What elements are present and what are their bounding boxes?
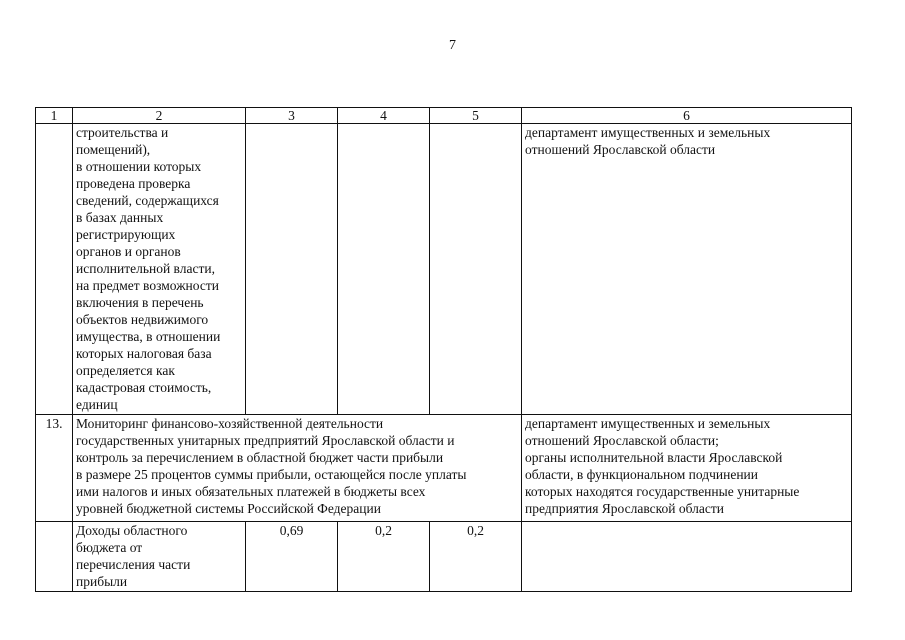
table-header-row xyxy=(36,108,852,124)
responsible-line: отношений Ярославской области xyxy=(525,142,716,157)
header-col-5: 5 xyxy=(430,108,522,124)
plan-table xyxy=(35,107,852,592)
row-13-text-line: Мониторинг финансово-хозяйственной деятельности xyxy=(76,416,384,431)
row-13-responsible-line: которых находятся государственные унитарные xyxy=(525,484,800,499)
page-number: 7 xyxy=(449,38,456,53)
indicator-line: кадастровая стоимость, xyxy=(76,380,212,395)
income-indicator-line: Доходы областного xyxy=(76,523,188,538)
indicator-line: сведений, содержащихся xyxy=(76,193,219,208)
indicator-line: имущества, в отношении xyxy=(76,329,221,344)
header-col-1: 1 xyxy=(36,108,73,124)
indicator-line: проведена проверка xyxy=(76,176,191,191)
row-13-responsible-line: предприятия Ярославской области xyxy=(525,501,724,516)
row-13-responsible-line: департамент имущественных и земельных xyxy=(525,416,771,431)
continuation-col5-cell xyxy=(430,124,522,415)
indicator-line: единиц xyxy=(76,397,118,412)
indicator-line: строительства и xyxy=(76,125,169,140)
indicator-line: регистрирующих xyxy=(76,227,176,242)
row-13-responsible-line: отношений Ярославской области; xyxy=(525,433,719,448)
indicator-line: в отношении которых xyxy=(76,159,202,174)
row-13-text-cell xyxy=(73,415,522,522)
row-13-number: 13. xyxy=(36,415,73,522)
income-indicator-cell xyxy=(73,522,246,592)
indicator-line: включения в перечень xyxy=(76,295,204,310)
table-row-income xyxy=(36,522,852,592)
indicator-line: в базах данных xyxy=(76,210,164,225)
indicator-line: органов и органов xyxy=(76,244,181,259)
continuation-indicator-cell xyxy=(73,124,246,415)
header-col-4: 4 xyxy=(338,108,430,124)
indicator-line: объектов недвижимого xyxy=(76,312,209,327)
income-indicator-line: бюджета от xyxy=(76,540,143,555)
continuation-number-cell xyxy=(36,124,73,415)
row-13-text-line: государственных унитарных предприятий Ярославской области и xyxy=(76,433,455,448)
income-responsible-cell xyxy=(522,522,852,592)
income-col4-value: 0,2 xyxy=(338,522,430,592)
indicator-line: которых налоговая база xyxy=(76,346,212,361)
table-row-continuation xyxy=(36,124,852,415)
income-indicator-line: прибыли xyxy=(76,574,128,589)
row-13-responsible-line: области, в функциональном подчинении xyxy=(525,467,758,482)
indicator-line: на предмет возможности xyxy=(76,278,219,293)
income-col5-value: 0,2 xyxy=(430,522,522,592)
row-13-responsible-line: органы исполнительной власти Ярославской xyxy=(525,450,783,465)
table-row-13 xyxy=(36,415,852,522)
row-13-text-line: контроль за перечислением в областной бюджет части прибыли xyxy=(76,450,444,465)
header-col-3: 3 xyxy=(246,108,338,124)
continuation-col3-cell xyxy=(246,124,338,415)
continuation-responsible-cell xyxy=(522,124,852,415)
continuation-col4-cell xyxy=(338,124,430,415)
row-13-responsible-cell xyxy=(522,415,852,522)
income-col3-value: 0,69 xyxy=(246,522,338,592)
row-13-text-line: уровней бюджетной системы Российской Федерации xyxy=(76,501,381,516)
indicator-line: исполнительной власти, xyxy=(76,261,215,276)
responsible-line: департамент имущественных и земельных xyxy=(525,125,771,140)
income-indicator-line: перечисления части xyxy=(76,557,191,572)
indicator-line: определяется как xyxy=(76,363,175,378)
header-col-2: 2 xyxy=(73,108,246,124)
income-number-cell xyxy=(36,522,73,592)
header-col-6: 6 xyxy=(522,108,852,124)
row-13-text-line: в размере 25 процентов суммы прибыли, остающейся после уплаты xyxy=(76,467,467,482)
indicator-line: помещений), xyxy=(76,142,151,157)
row-13-text-line: ими налогов и иных обязательных платежей в бюджеты всех xyxy=(76,484,426,499)
